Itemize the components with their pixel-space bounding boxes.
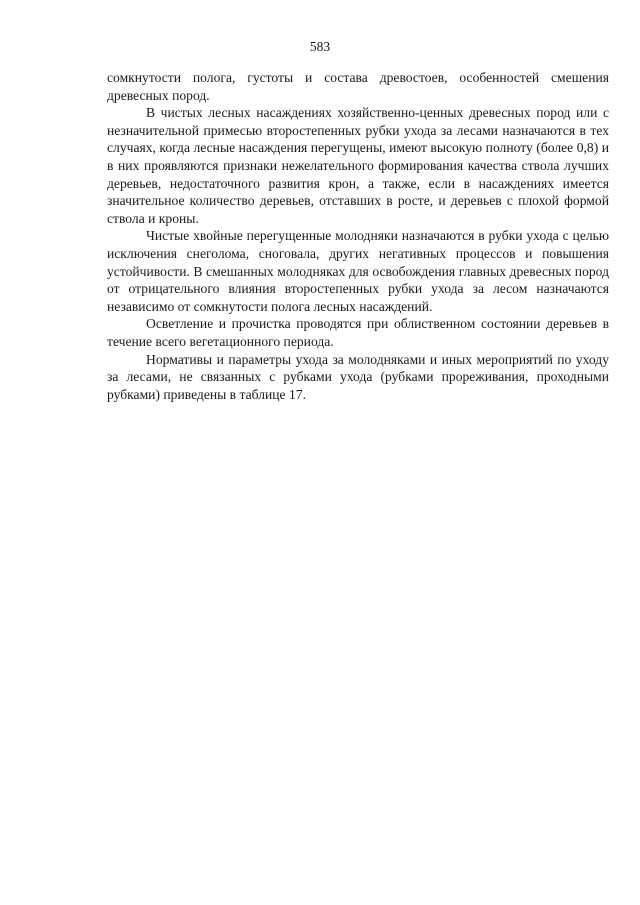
paragraph: В чистых лесных насаждениях хозяйственно-ценных древесных пород или с незначительной примесью второстепенных рубки ухода за лесами назначаются в тех случаях, когда лесные насаждения перегущены, имеют высокую полноту (более 0,8) и в них проявляются признаки нежелательного формирования качества ствола лучших деревьев, недостаточного развития крон, а также, если в насаждениях имеется значительное количество деревьев, отставших в росте, и деревьев с плохой формой ствола и кроны. xyxy=(107,105,609,226)
paragraph-continuation: сомкнутости полога, густоты и состава древостоев, особенностей смешения древесных пород. xyxy=(107,70,609,103)
paragraph: Осветление и прочистка проводятся при облиственном состоянии деревьев в течение всего вегетационного периода. xyxy=(107,316,609,349)
paragraph: Нормативы и параметры ухода за молодняками и иных мероприятий по уходу за лесами, не связанных с рубками ухода (рубками прореживания, проходными рубками) приведены в таблице 17. xyxy=(107,351,609,402)
body-text xyxy=(107,69,609,403)
page-number: 583 xyxy=(309,39,331,54)
paragraph: Чистые хвойные перегущенные молодняки назначаются в рубки ухода с целью исключения снеголома, сноговала, других негативных процессов и повышения устойчивости. В смешанных молодняках для освобождения главных древесных пород от отрицательного влияния второстепенных рубки ухода за лесом назначаются независимо от сомкнутости полога лесных насаждений. xyxy=(107,228,609,314)
